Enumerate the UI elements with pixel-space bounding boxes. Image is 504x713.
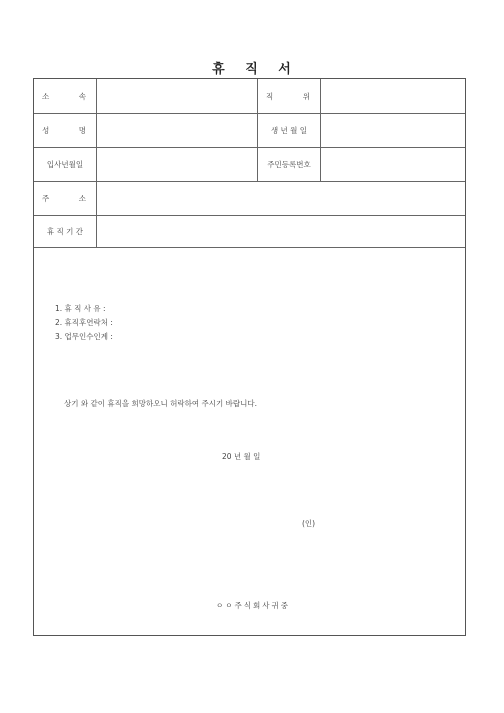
hire-date-value[interactable] xyxy=(96,147,257,181)
leave-period-label: 휴 직 기 간 xyxy=(46,226,84,236)
seal-mark: (인) xyxy=(302,519,316,528)
leave-of-absence-form xyxy=(33,78,466,636)
position-value[interactable] xyxy=(320,79,465,113)
recipient-line: ㅇㅇ주식회사귀중 xyxy=(216,601,290,610)
name-value[interactable] xyxy=(96,113,257,147)
form-row-affiliation xyxy=(34,79,465,114)
document-title: 휴 직 서 xyxy=(212,62,292,77)
affiliation-value[interactable] xyxy=(96,79,257,113)
handover-item: 3. 업무인수인계 : xyxy=(55,332,113,341)
resident-number-label: 주민등록번호 xyxy=(257,147,320,181)
request-sentence: 상기 와 같이 휴직을 희망하오니 허락하여 주시기 바랍니다. xyxy=(64,399,257,408)
birthdate-label: 생 년 월 일 xyxy=(257,113,320,147)
reason-item: 1. 휴 직 사 유 : xyxy=(55,304,106,313)
hire-date-label: 입사년월일 xyxy=(46,159,84,169)
form-row-hire-date xyxy=(34,147,465,182)
address-value[interactable] xyxy=(96,181,465,215)
affiliation-label: 소 속 xyxy=(42,91,86,101)
position-label: 직 위 xyxy=(257,79,320,113)
form-row-leave-period xyxy=(34,215,465,248)
address-label: 주 소 xyxy=(42,193,86,203)
name-label: 성 명 xyxy=(42,125,86,135)
date-line: 20 년 월 일 xyxy=(222,452,261,461)
resident-number-value[interactable] xyxy=(320,147,465,181)
form-row-address xyxy=(34,181,465,216)
leave-period-value[interactable] xyxy=(96,215,465,247)
contact-item: 2. 휴직후연락처 : xyxy=(55,318,113,327)
birthdate-value[interactable] xyxy=(320,113,465,147)
form-row-name xyxy=(34,113,465,148)
